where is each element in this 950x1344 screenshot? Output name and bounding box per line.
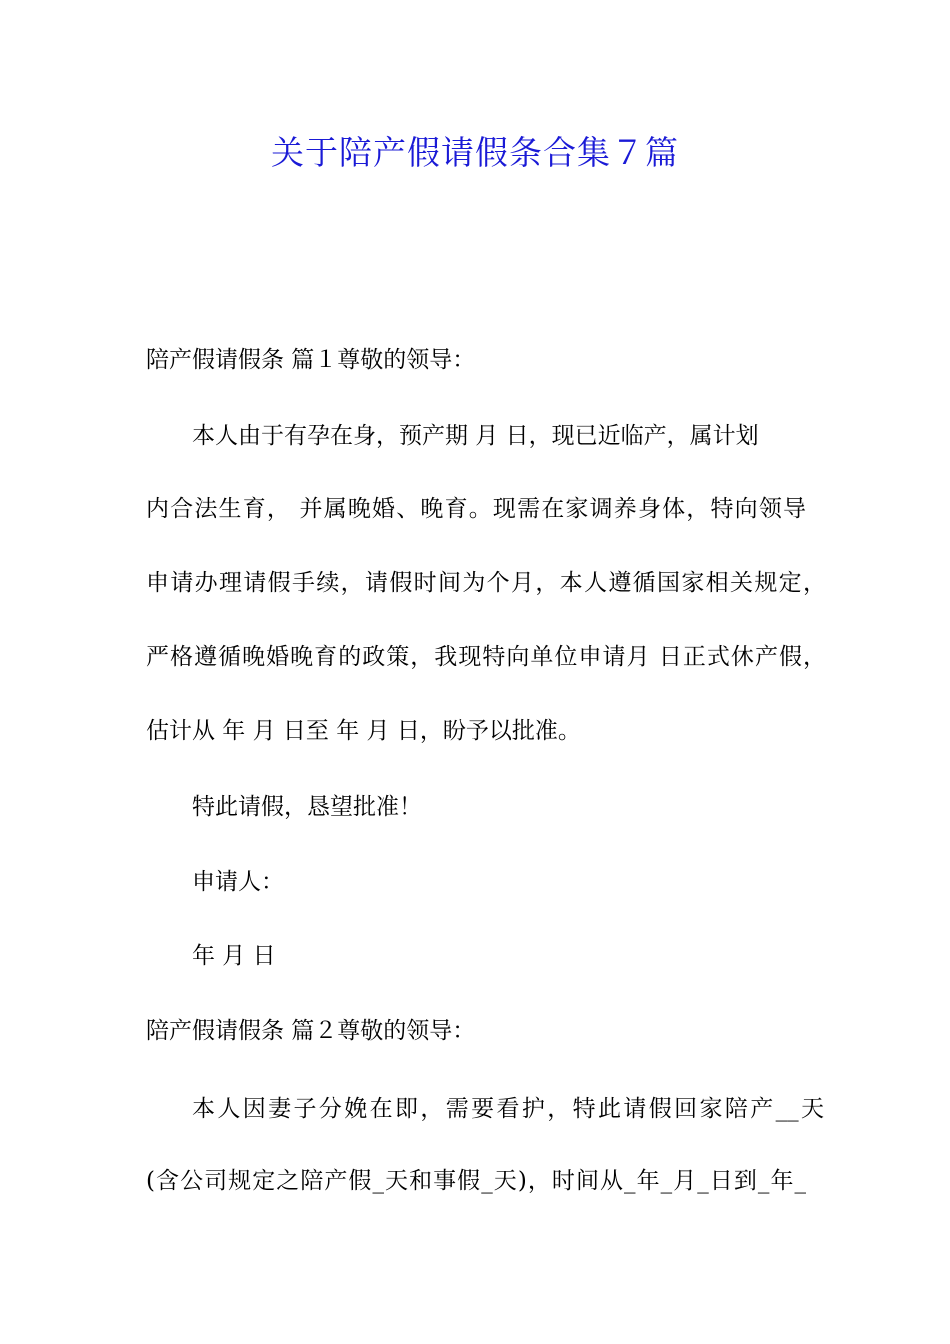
applicant-label: 申请人： [192,869,284,895]
paragraph-line: 内合法生育， 并属晚婚、晚育。现需在家调养身体，特向领导 [146,496,806,522]
date-line: 年 月 日 [192,943,276,969]
document-title: 关于陪产假请假条合集７篇 [271,133,679,172]
paragraph-line: (含公司规定之陪产假_天和事假_天)，时间从_年_月_日到_年_ [146,1168,806,1194]
paragraph-line: 申请办理请假手续，请假时间为个月，本人遵循国家相关规定， [146,570,826,596]
paragraph-line: 本人由于有孕在身，预产期 月 日，现已近临产，属计划 [192,423,759,449]
closing-request: 特此请假，恳望批准！ [192,794,422,820]
section-heading-1: 陪产假请假条 篇１尊敬的领导： [146,347,476,373]
paragraph-line: 严格遵循晚婚晚育的政策，我现特向单位申请月 日正式休产假， [146,644,826,670]
section-heading-2: 陪产假请假条 篇２尊敬的领导： [146,1018,476,1044]
paragraph-line: 估计从 年 月 日至 年 月 日，盼予以批准。 [146,718,581,744]
paragraph-line: 本人因妻子分娩在即，需要看护，特此请假回家陪产__天 [192,1096,824,1122]
